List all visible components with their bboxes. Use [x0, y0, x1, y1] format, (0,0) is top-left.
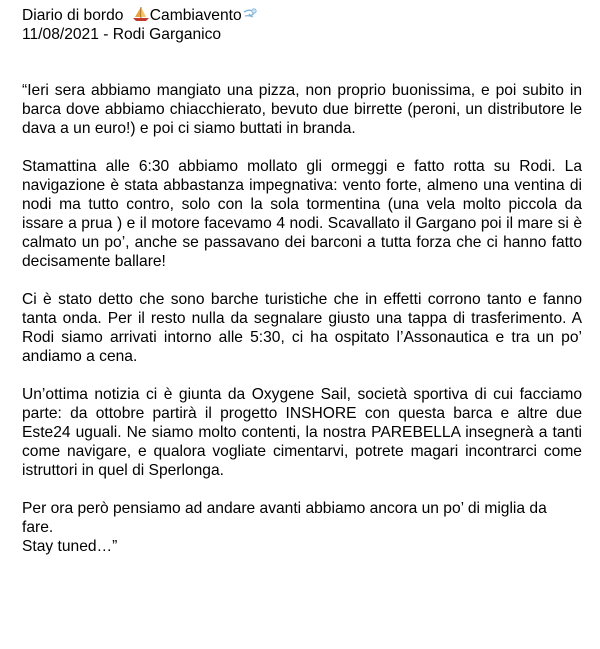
diary-header [22, 6, 582, 25]
wind-icon [242, 7, 258, 21]
paragraph-4: Un’ottima notizia ci è giunta da Oxygene Sail, società sportiva di cui facciamo parte: da ottobre partirà il progetto INSHORE con questa barca e altre due Este24 uguali. Ne siamo molto contenti, la nostra PAREBELLA insegnerà a tanti come navigare, e qualora vogliate cimentarvi, potrete magari incontrarci come istruttori in quel di Sperlonga. [22, 386, 582, 479]
paragraph-1: “Ieri sera abbiamo mangiato una pizza, non proprio buonissima, e poi subito in barca dove abbiamo chiacchierato, bevuto due birrette (peroni, un distributore le dava a un euro!) e poi ci siamo buttati in branda. [22, 82, 582, 137]
closing-line-2: Stay tuned…” [22, 538, 118, 555]
closing-line-1: Per ora però pensiamo ad andare avanti abbiamo ancora un po’ di miglia da fare. [22, 500, 547, 536]
closing-block [22, 499, 582, 556]
diary-page [22, 6, 582, 556]
paragraph-2: Stamattina alle 6:30 abbiamo mollato gli ormeggi e fatto rotta su Rodi. La navigazione è stata abbastanza impegnativa: vento forte, almeno una ventina di nodi ma tutto contro, solo con la sola tormentina (una vela molto piccola da issare a prua ) e il motore facevamo 4 nodi. Scavallato il Gargano poi il mare si è calmato un po’, anche se passavano dei barconi a tutta forza che ci hanno fatto decisamente ballare! [22, 158, 582, 270]
date-location: 11/08/2021 - Rodi Garganico [22, 26, 222, 43]
boat-name: Cambiavento [149, 7, 242, 24]
sailboat-icon [132, 6, 150, 22]
paragraph-3: Ci è stato detto che sono barche turistiche che in effetti corrono tanto e fanno tanta onda. Per il resto nulla da segnalare giusto una tappa di trasferimento. A Rodi siamo arrivati intorno alle 5:30, ci ha ospitato l’Assonautica e tra un po’ andiamo a cena. [22, 291, 582, 365]
diary-title: Diario di bordo [22, 7, 124, 24]
